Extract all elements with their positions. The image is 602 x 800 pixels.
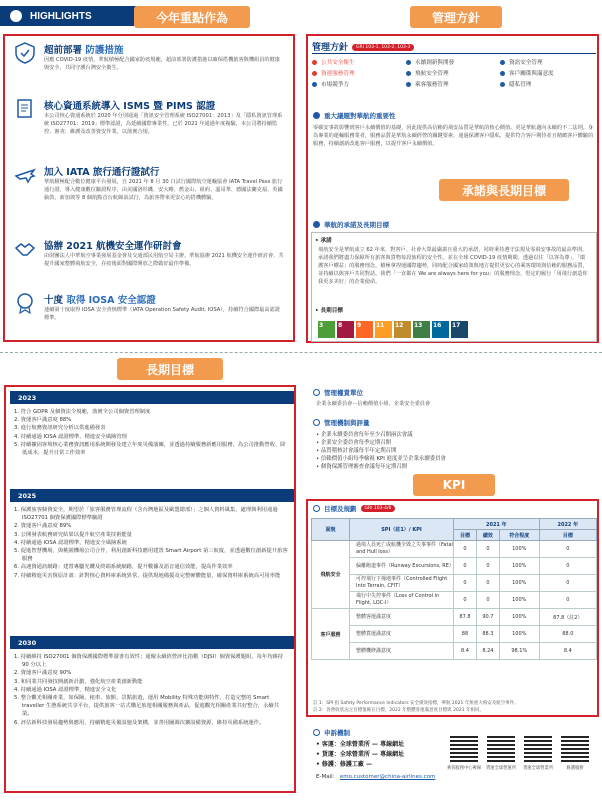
table-row xyxy=(312,541,597,558)
goal-item: 2. 資運客戶滿意度 89% xyxy=(14,523,72,530)
importance-paragraph: 零碳安事故影響到客戶永續價值的基礎，因此提供高信賴的飛安品質是華航的核心價值。更是華航邁向永續的不二法則。身為專業的運輸服務業者，服務品質是華航永續經營的關鍵要素，通過保護客戶隱私，提供符合客戶期待並且精緻客戶體驗的服務，持續創新改進客戶服務，以提升客戶永續價值。 xyxy=(313,125,594,147)
handshake-icon xyxy=(14,238,36,260)
bullet-dot-icon xyxy=(312,71,317,76)
highlight-body: 因應 COVID-19 疫情，華航積極配合國家防疫規範，超前部署防護措施以確保搭機旅客與機組員的健康與安全，共同守護台灣安全衛生。 xyxy=(44,57,280,71)
table-cell: 整體貨運滿意度 xyxy=(350,626,454,643)
longterm-label: • 長期目標 xyxy=(315,308,343,314)
table-cell: 100% xyxy=(499,575,539,592)
th-target: 目標 xyxy=(454,530,477,541)
sdg-goal-icon: 13 xyxy=(413,321,430,338)
bullet-dot-icon xyxy=(312,82,317,87)
commit-callout-tag: 承諾與長期目標 xyxy=(439,179,569,201)
table-cell: 0 xyxy=(454,558,477,575)
goal-item: 4. 持續通過 IOSA 認證標準，精進安全風險系統 xyxy=(14,539,127,546)
th-spi: SPI（註1）/ KPI xyxy=(350,519,454,541)
highlight-title: 協辦 2021 航機安全運作研討會 xyxy=(44,241,182,252)
appeal-item: • 客運：全球營業所 — 專線網址 xyxy=(316,741,405,748)
policy-topic-grid xyxy=(312,58,594,88)
table-cell: 100% xyxy=(499,592,539,609)
sdg-goal-icon: 8 xyxy=(337,321,354,338)
table-cell: 88.0 xyxy=(539,626,596,643)
goal-item: 3. 和同業共同發技開創新計劃，強化航空產業創新動能 xyxy=(14,678,143,685)
table-cell: 0 xyxy=(539,575,596,592)
unit-heading: 管理權責單位 xyxy=(313,388,363,397)
highlight-body: 本公司核心資通系統於 2020 年分別通過「資訊安全管理系統 ISO27001：2013」及「隱私資訊管理系統 ISO27701：2019」標準認證，為延續國際專業性。已於 2021 年通過年度複驗，本公司將持續監控、審查、維護及改善資安作業，以落實合規。 xyxy=(44,113,283,135)
email-row xyxy=(316,772,435,780)
target-heading: 目標及規劃 GRI 103-4/6 xyxy=(313,504,395,513)
table-cell: 0 xyxy=(476,558,499,575)
note-1: 註 1：SPI 指 Safety Performance Indicators 安全績效指標，華航 2021 年無重大飛安及航空事件。 xyxy=(313,701,519,706)
table-cell: 0 xyxy=(476,592,499,609)
qr-label: 貨運全球營業所 xyxy=(522,766,554,771)
bullet-dot-icon xyxy=(406,71,411,76)
goal-item: 5. 持續擴固客境核心業務資訊應用系統開發及建立年度災備演練，並透過持續服務新應用服務，為公司推動營收、降低成本，提升日常工作效率 xyxy=(14,441,286,457)
goal-item: 3. 公開發表航務研究結果以提升航空產業技術能量 xyxy=(14,531,132,538)
table-cell: 0 xyxy=(476,541,499,558)
table-cell: 0 xyxy=(454,541,477,558)
commitment-paragraph: 飛航安全是華航成立 62 年來，對客戶、社會大眾最嚴肅且重大的承諾，同時秉持遵守法規及零飛安事故的最高準則，承諾我們將盡力保障所有旅客與貨物每段旅程的安全性。並在全球 COVID-19 疫情期間，透過以往「以客為尊」、「環護客戶權益」的服務理念，積極拿捏運國際趨勢，同時配合國家政策與地方提供更安心的乘客環境與信賴的服務品質，並持續以與客戶共同對話。我們「一直都在 We are always here for you」的服務理念，堅定的履行「用飛行創造你我更多美好」的企業使命。 xyxy=(318,247,588,285)
table-cell: 整體機修滿意度 xyxy=(350,643,454,660)
th-2022: 2022 年 xyxy=(539,519,596,530)
mechanism-heading: 管理機制與評量 xyxy=(313,418,370,427)
table-cell: 偏離跑道事件（Runway Excursions, RE） xyxy=(350,558,454,575)
policy-topic: 乘客服務管理 xyxy=(406,80,500,88)
th-target-2022: 目標 xyxy=(539,530,596,541)
airplane-icon xyxy=(14,164,36,186)
sdg-goal-icon: 9 xyxy=(356,321,373,338)
year-header-2025: 2025 xyxy=(10,489,294,502)
commitment-heading: 華航的承諾及長期目標 xyxy=(313,220,389,229)
sdg-goal-icon: 11 xyxy=(375,321,392,338)
goals-2023-list xyxy=(14,408,289,457)
policy-heading: 管理方針 GRI 103-1, 103-2, 103-3 xyxy=(312,40,414,53)
qr-label: 乘客服務中心專線 xyxy=(446,766,482,771)
bullet-dot-icon xyxy=(500,82,505,87)
table-cell: 98.1% xyxy=(499,643,539,660)
goals-2025-list xyxy=(14,506,289,580)
table-cell: 8.4 xyxy=(539,643,596,660)
table-cell: 整體客運滿意度 xyxy=(350,609,454,626)
qr-code[interactable] xyxy=(524,734,552,762)
table-cell: 88 xyxy=(454,626,477,643)
policy-topic: 資運服務管理 xyxy=(312,69,406,77)
table-cell: 飛行中失控事件（Loss of Control in Flight, LOC-I） xyxy=(350,592,454,609)
policy-topic: 市場競爭力 xyxy=(312,80,406,88)
bullet-dot-icon xyxy=(500,60,505,65)
table-row xyxy=(312,626,597,643)
longterm-callout-tag: 長期目標 xyxy=(117,358,223,380)
section-divider xyxy=(0,352,602,353)
table-cell: 100% xyxy=(499,609,539,626)
commitment-label: • 承諾 xyxy=(315,238,332,244)
highlight-title: 十度 取得 IOSA 安全認證 xyxy=(44,295,156,306)
appeal-item: • 修護：修護工廠 — xyxy=(316,761,373,768)
th-category: 面貌 xyxy=(312,519,350,541)
qr-label: 修護服務 xyxy=(566,766,584,771)
sdg-icon-row xyxy=(318,321,468,338)
goal-item: 5. 整合觀光相關產業，如保險、租車、旅館、景點旅遊，運用 Mobility 特殊功能與特性，打造完整的 Smart traveller 生態系統共享平台，提供旅客一站式購足旅遊相關服務與產品，促進觀光相關產業共好整合，永續共榮。 xyxy=(14,695,280,718)
bullet-dot-icon xyxy=(312,60,317,65)
goal-item: 2. 資運客戶滿意度 88% xyxy=(14,417,72,424)
appeal-list xyxy=(316,740,404,770)
importance-heading: 重大議題對華航的重要性 xyxy=(313,111,396,120)
appeal-item: • 貨運：全球營業所 — 專線網址 xyxy=(316,751,405,758)
policy-topic: 資訊安全管理 xyxy=(500,58,594,66)
goal-item: 3. 進行航務資訊研究分析以供進備發表 xyxy=(14,425,106,432)
highlights-banner xyxy=(0,6,145,26)
table-cell: 100% xyxy=(499,626,539,643)
sdg-goal-icon: 12 xyxy=(394,321,411,338)
policy-topic: 隱私管理 xyxy=(500,80,594,88)
table-cell: 0 xyxy=(539,592,596,609)
table-cell: 88.3 xyxy=(476,626,499,643)
goal-item: 4. 持續通過 IOSA 認證標準，精進安全文化 xyxy=(14,686,117,693)
table-row xyxy=(312,575,597,592)
policy-topic: 公共安全衛生 xyxy=(312,58,406,66)
table-row xyxy=(312,592,597,609)
mechanism-item: • 信賴價值小組每季檢視 KPI 進度並呈企業永續委員會 xyxy=(316,455,594,463)
goals-2030-list xyxy=(14,653,289,727)
highlights-badge-icon xyxy=(10,10,22,22)
policy-divider xyxy=(312,53,596,54)
table-cell: 0 xyxy=(454,575,477,592)
goal-item: 2. 資運客戶滿意度 90% xyxy=(14,670,72,677)
goal-item: 1. 符合 GDPR 及個資法令規範，落實全公司個資管理制度 xyxy=(14,409,151,415)
table-cell: 8.24 xyxy=(476,643,499,660)
document-lock-icon xyxy=(14,98,36,120)
th-performance: 績效 xyxy=(476,530,499,541)
table-cell: 過境人員死亡或航機全毀之失事事件（Fatal and Hull loss） xyxy=(350,541,454,558)
highlights-callout-tag: 今年重點作為 xyxy=(134,6,250,28)
table-row xyxy=(312,643,597,660)
shield-icon xyxy=(14,42,36,64)
mechanism-item: • 企業安全委員會每季定期召開 xyxy=(316,439,594,447)
table-cell: 87.8 xyxy=(454,609,477,626)
category-cell: 飛航安全 xyxy=(312,541,350,609)
goal-item: 7. 持續精進災害復原計畫：針對核心資料庫系統異常，提供現地備援及完整硬體能量，確保資料庫系統高可用率能 xyxy=(14,572,281,579)
highlight-body: 華航積極配合數位健康平台發展，自 2021 年 8 月 30 日試行國際航空運輸協會 IATA Travel Pass 旅行通行證，導入健康數位驗證程序，由美國洛杉磯、安大略、舊金山、紐約、溫哥華、德國法蘭克福、英國倫敦、新加坡等 8 個航點首台航線前試行，為旅客帶來更安心的搭機體驗。 xyxy=(44,179,283,201)
unit-paragraph: 企業永續委員會－信賴價值小組、企業安全委員會 xyxy=(316,401,431,407)
goal-item: 5. 促進智慧機場，與桃園機場公司合作，利用創新科技應用建置 Smart Airport 第三航廈，並透過數位創新提升旅客服務 xyxy=(14,548,288,563)
note-2: 註 2：各營收狀況之目標值維在目標，2022 年整體客運滿意度目標與 2021 年相同。 xyxy=(313,708,484,713)
policy-topic: 客戶關係與滿意度 xyxy=(500,69,594,77)
bullet-dot-icon xyxy=(500,71,505,76)
highlight-body: 連續第十度取得 IOSA 安全查核標準（IATA Operation Safety Audit, IOSA），持續符合國際最高認證標準。 xyxy=(44,307,280,321)
mechanism-list xyxy=(316,431,594,471)
mechanism-item: • 品質稽核討會議每半年定期召開 xyxy=(316,447,594,455)
table-cell: 8.4 xyxy=(454,643,477,660)
table-cell: 0 xyxy=(454,592,477,609)
table-cell: 0 xyxy=(539,541,596,558)
highlights-banner-label: HIGHLIGHTS xyxy=(30,10,92,22)
th-2021: 2021 年 xyxy=(454,519,540,530)
policy-topic: 飛航安全管理 xyxy=(406,69,500,77)
iosa-certificate-icon xyxy=(14,292,36,314)
table-row xyxy=(312,609,597,626)
highlight-title: 加入 IATA 旅行通行證試行 xyxy=(44,167,160,178)
highlight-title: 超前部署 防護措施 xyxy=(44,45,124,56)
gri-badge: GRI 103-1, 103-2, 103-3 xyxy=(352,44,414,51)
bullet-dot-icon xyxy=(406,60,411,65)
table-cell: 90.7 xyxy=(476,609,499,626)
appeal-heading: 申訴機制 xyxy=(313,728,350,737)
goal-item: 4. 持續通過 IOSA 認證標準，精進安全風險管理 xyxy=(14,433,127,440)
policy-topic: 永續創新與開發 xyxy=(406,58,500,66)
goal-item: 6. 評估新科技發展趨勢與應用，持續精進災備設施及架構，並善用圖調次擴設備資源，維持災備系統運作。 xyxy=(14,719,265,726)
year-header-2023: 2023 xyxy=(10,391,294,404)
goal-item: 1. 保護旅客個資安全，期望於「旅客服務管理流程（含台灣地區及歐盟總部）」之個人資料風集，處理與利用通過 ISO27701 個資保護國際標準驗證 xyxy=(14,507,278,522)
category-cell: 客戶服務 xyxy=(312,609,350,660)
qr-code[interactable] xyxy=(561,734,589,762)
highlight-title: 核心資通系統導入 ISMS 暨 PIMS 認證 xyxy=(44,101,216,112)
table-cell: 100% xyxy=(499,541,539,558)
mechanism-item: • 個資保護管理審查會議每年定期召開 xyxy=(316,463,594,471)
table-row xyxy=(312,558,597,575)
goal-item: 1. 持續維持 ISO27001 個資保護國際標準證書有效性；通僱永續經營評比指數（DJSI）個資保護題組，每年均維持 90 分以上 xyxy=(14,654,284,669)
goal-item: 6. 高速資通訊網路：建置專屬光纜及終端系統網路，提升數據及語音通信效能，提高作業效率 xyxy=(14,564,233,571)
email-link[interactable]: emo.customer@china-airlines.com xyxy=(339,774,436,780)
th-rate: 符合程度 xyxy=(499,530,539,541)
highlight-body: 由財團法人中華航空事業發展基金會及交通部民用航空局主辦，華航協辦 2021 航機安全運作研討會，共提升國家整體飛航安全，在疫後面對國際開放之際做好最佳準備。 xyxy=(44,253,284,267)
sdg-goal-icon: 16 xyxy=(432,321,449,338)
year-header-2030: 2030 xyxy=(10,636,294,649)
qr-code[interactable] xyxy=(450,734,478,762)
mechanism-item: • 企業永續委員會每年至少召開兩次會議 xyxy=(316,431,594,439)
bullet-dot-icon xyxy=(406,82,411,87)
table-cell: 可控飛行下撞地事件（Controlled Flight Into Terrain, CFIT） xyxy=(350,575,454,592)
policy-callout-tag: 管理方針 xyxy=(410,6,502,28)
qr-label: 貨運全球營運所 xyxy=(485,766,517,771)
qr-code[interactable] xyxy=(487,734,515,762)
table-cell: 87.8（註2） xyxy=(539,609,596,626)
kpi-table xyxy=(311,518,597,660)
email-label: E-Mail： xyxy=(316,774,339,780)
kpi-notes xyxy=(313,700,595,714)
sdg-goal-icon: 3 xyxy=(318,321,335,338)
table-cell: 0 xyxy=(476,575,499,592)
sdg-goal-icon: 17 xyxy=(451,321,468,338)
table-cell: 0 xyxy=(539,558,596,575)
table-cell: 100% xyxy=(499,558,539,575)
kpi-callout-tag: KPI xyxy=(413,474,495,496)
